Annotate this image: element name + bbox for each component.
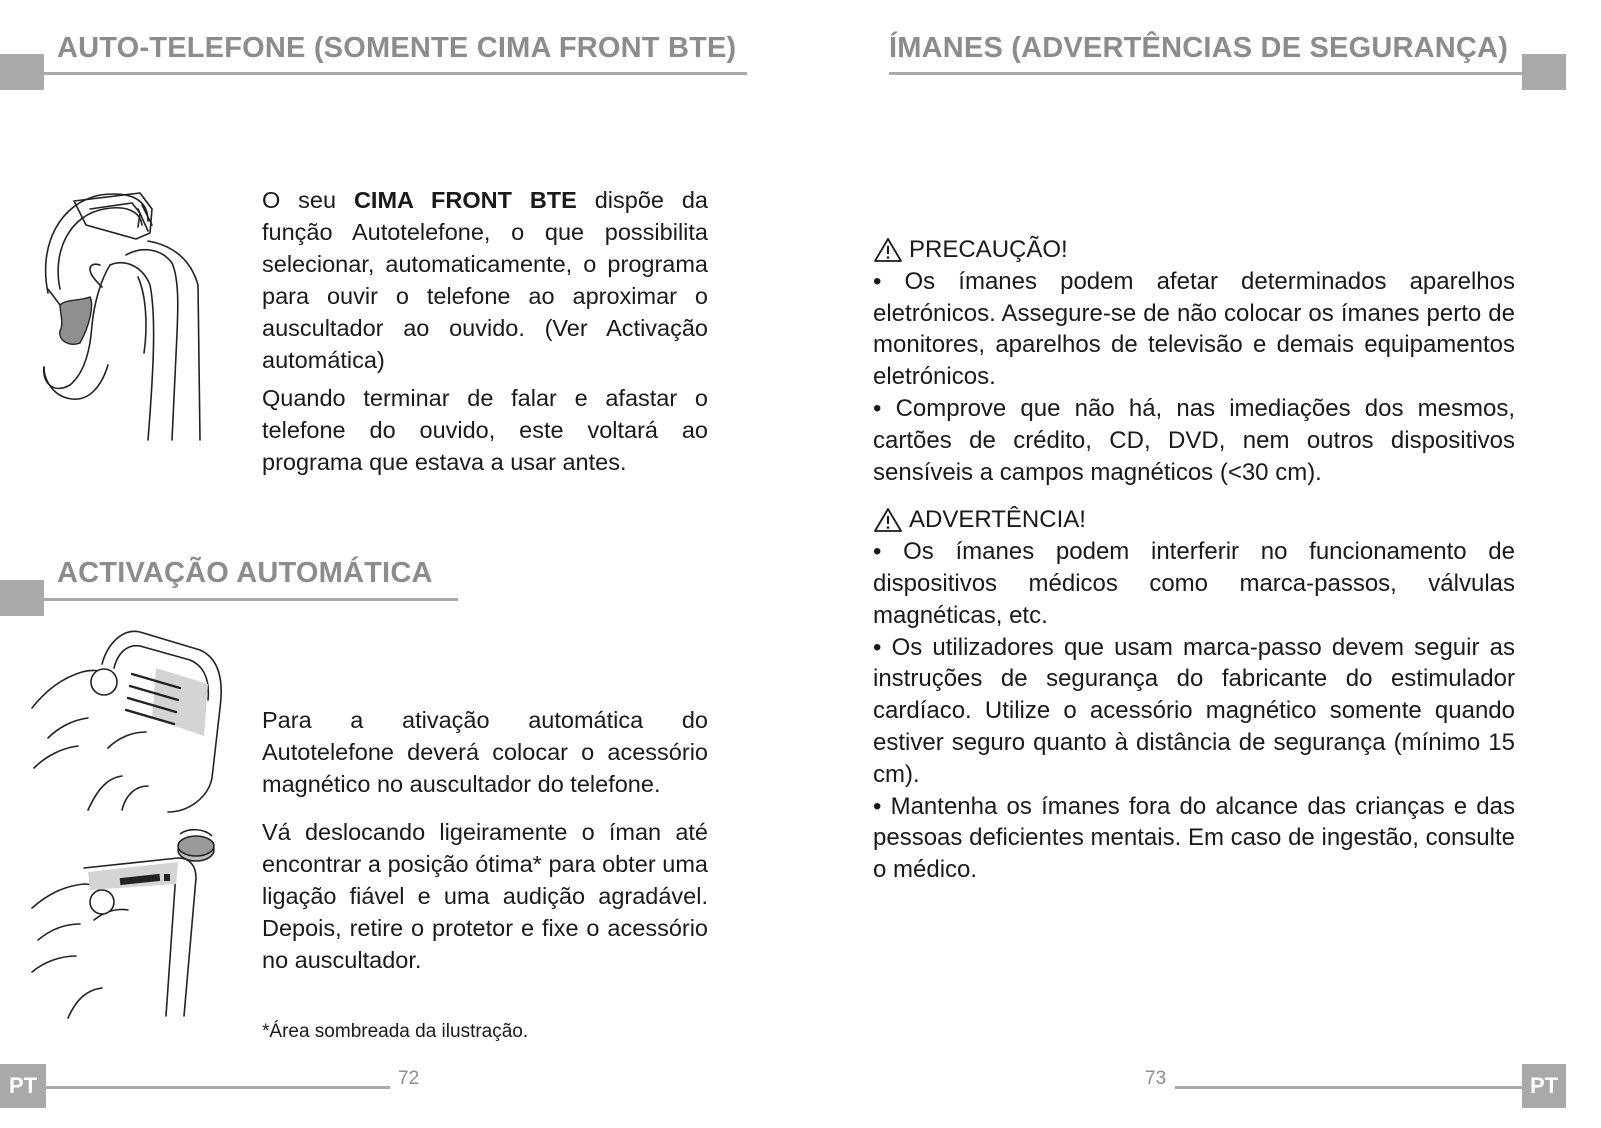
intro-section-text <box>262 184 708 484</box>
warning-triangle-icon <box>873 507 903 533</box>
page-number-left: 72 <box>398 1068 420 1089</box>
warning-title: ADVERTÊNCIA! <box>909 506 1086 534</box>
positioning-paragraph: Vá deslocando ligeiramente o íman até encontrar a posição ótima* para obter uma ligação fiável e uma audição agradável. Depois, retire o protetor e fixe o acessório no auscultador. <box>262 819 708 973</box>
return-program-paragraph: Quando terminar de falar e afastar o telefone do ouvido, este voltará ao programa que estava a usar antes. <box>262 385 708 475</box>
activation-section-text <box>262 704 708 982</box>
product-name-bold: CIMA FRONT BTE <box>353 187 577 213</box>
heading-imanes: ÍMANES (ADVERTÊNCIAS DE SEGURANÇA) <box>889 32 1509 64</box>
warning-item-2: • Os utilizadores que usam marca-passo devem seguir as instruções de segurança do fabricante do estimulador cardíaco. Utilize o acessório magnético somente quando estiver seguro quanto à distância de segurança (mínimo 15 cm). <box>873 633 1515 788</box>
heading-underline-2 <box>44 598 458 601</box>
language-tab-right: PT <box>1522 1064 1566 1108</box>
section-tab-marker-right <box>1522 54 1566 90</box>
caution-item-2: • Comprove que não há, nas imediações dos mesmos, cartões de crédito, CD, DVD, nem outros dispositivos sensíveis a campos magnéticos (<30 cm). <box>873 394 1515 486</box>
section-tab-marker <box>0 54 44 90</box>
heading-activacao-automatica: ACTIVAÇÃO AUTOMÁTICA <box>57 557 433 589</box>
caution-item-1: • Os ímanes podem afetar determinados aparelhos eletrónicos. Assegure-se de não colocar os ímanes perto de monitores, aparelhos de televisão e demais equipamentos eletrónicos. <box>873 267 1515 391</box>
warning-item-3: • Mantenha os ímanes fora do alcance das crianças e das pessoas deficientes mentais. Em caso de ingestão, consulte o médico. <box>873 792 1515 884</box>
activation-paragraph: Para a ativação automática do Autotelefone deverá colocar o acessório magnético no auscultador do telefone. <box>262 707 708 797</box>
page-number-right: 73 <box>1145 1068 1167 1089</box>
safety-warnings-text <box>873 234 1515 886</box>
footer-rule-right <box>1175 1086 1522 1089</box>
caution-title: PRECAUÇÃO! <box>909 236 1068 263</box>
footer-rule-left <box>46 1086 390 1089</box>
warning-item-1: • Os ímanes podem interferir no funcionamento de dispositivos médicos como marca-passos, válvulas magnéticas, etc. <box>873 538 1515 629</box>
caution-title-row <box>873 234 1515 266</box>
footnote: *Área sombreada da ilustração. <box>262 1021 529 1042</box>
heading-auto-telefone: AUTO-TELEFONE (SOMENTE CIMA FRONT BTE) <box>57 32 737 64</box>
section-tab-marker-2 <box>0 580 44 616</box>
heading-underline <box>44 72 747 75</box>
hearing-aid-ear-illustration <box>30 185 210 445</box>
heading-underline-right <box>889 72 1522 75</box>
language-tab-left: PT <box>0 1064 46 1108</box>
warning-title-row <box>873 504 1515 536</box>
phone-magnet-placement-illustration <box>28 828 228 1020</box>
intro-paragraph: O seu CIMA FRONT BTE dispõe da função Autotelefone, o que possibilita selecionar, automaticamente, o programa para ouvir o telefone ao aproximar o auscultador ao ouvido. (Ver Activação automática) <box>262 187 709 373</box>
phone-magnet-illustration <box>28 628 228 818</box>
warning-triangle-icon <box>873 237 903 263</box>
